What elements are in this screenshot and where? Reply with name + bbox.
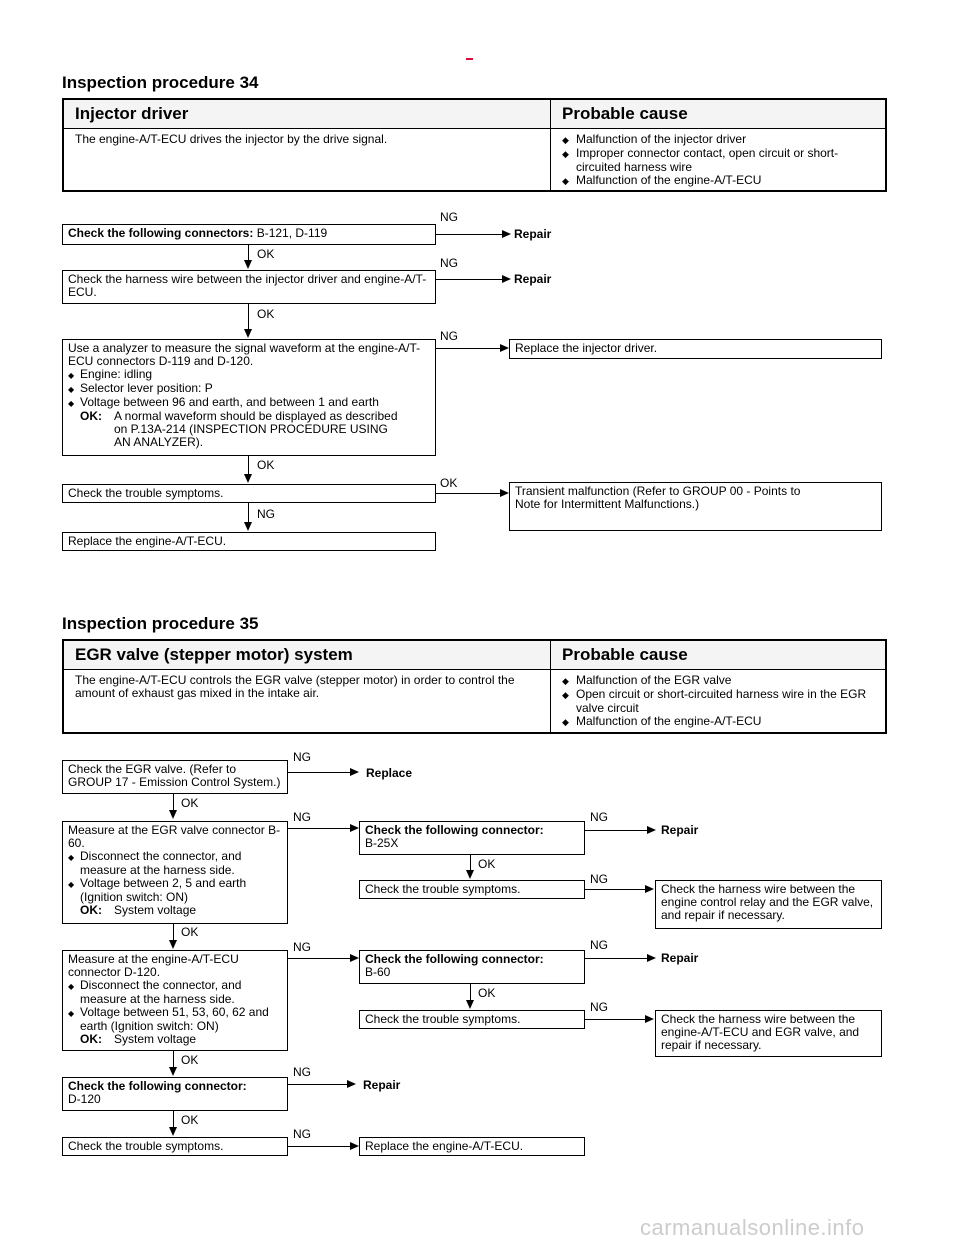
step-check-trouble-symptoms: Check the trouble symptoms. xyxy=(62,1137,288,1156)
step-check-trouble-symptoms: Check the trouble symptoms. xyxy=(359,1010,585,1029)
step-check-trouble-symptoms: Check the trouble symptoms. xyxy=(62,484,436,503)
result-check-harness-ecu-egr: Check the harness wire between the engine-A/T-ECU and EGR valve, and repair if necessary. xyxy=(655,1010,882,1057)
list-item: ◆ Disconnect the connector, and measure at the harness side. xyxy=(68,979,282,1006)
step-check-connector-b60: Check the following connector: B-60 xyxy=(359,950,585,984)
result-replace-injector-driver: Replace the injector driver. xyxy=(509,339,882,359)
list-item: ◆ Voltage between 96 and earth, and between 1 and earth xyxy=(68,396,430,410)
result-repair: Repair xyxy=(363,1078,401,1092)
result-transient-malfunction: Transient malfunction (Refer to GROUP 00 - Points to Note for Intermittent Malfunctions.) xyxy=(509,482,882,531)
step-measure-ecu-connector: Measure at the engine-A/T-ECU connector D-120. ◆ Disconnect the connector, and measure at the harness side. ◆ Voltage between 51, 53, 60, 62 and earth (Ignition switch: ON) OK: System voltage xyxy=(62,950,288,1051)
table-cause-list xyxy=(562,133,862,188)
step-check-trouble-symptoms: Check the trouble symptoms. xyxy=(359,880,585,899)
result-repair: Repair xyxy=(514,227,552,241)
result-repair: Repair xyxy=(514,272,552,286)
procedure-35-cause-table xyxy=(62,639,887,734)
list-item: ◆ Malfunction of the injector driver xyxy=(562,133,862,147)
list-item: ◆ Malfunction of the EGR valve xyxy=(562,674,872,688)
result-replace: Replace xyxy=(366,766,413,780)
result-repair: Repair xyxy=(661,951,699,965)
step-check-connector-d120: Check the following connector: D-120 xyxy=(62,1077,288,1111)
table-heading-cause: Probable cause xyxy=(562,104,688,123)
list-item: ◆ Malfunction of the engine-A/T-ECU xyxy=(562,715,872,729)
list-item: ◆ Improper connector contact, open circuit or short-circuited harness wire xyxy=(562,147,862,174)
step-check-connectors: Check the following connectors: B-121, D-119 xyxy=(62,224,436,245)
step-check-harness-wire: Check the harness wire between the injector driver and engine-A/T-ECU. xyxy=(62,270,436,304)
table-heading-system: EGR valve (stepper motor) system xyxy=(75,645,353,664)
list-item: ◆ Engine: idling xyxy=(68,368,430,382)
table-heading-cause: Probable cause xyxy=(562,645,688,664)
list-item: ◆ Disconnect the connector, and measure at the harness side. xyxy=(68,850,282,877)
step-measure-egr-connector: Measure at the EGR valve connector B-60. ◆ Disconnect the connector, and measure at the harness side. ◆ Voltage between 2, 5 and earth (Ignition switch: ON) OK: System voltage xyxy=(62,821,288,924)
list-item: ◆ Open circuit or short-circuited harness wire in the EGR valve circuit xyxy=(562,688,872,715)
procedure-34-cause-table xyxy=(62,98,887,192)
result-replace-ecu: Replace the engine-A/T-ECU. xyxy=(359,1137,585,1156)
list-item: ◆ Selector lever position: P xyxy=(68,382,430,396)
table-heading-system: Injector driver xyxy=(75,104,189,123)
step-measure-waveform: Use a analyzer to measure the signal waveform at the engine-A/T-ECU connectors D-119 and D-120. ◆ Engine: idling ◆ Selector lever position: P ◆ Voltage between 96 and earth, and between 1 and earth OK: A normal waveform should be displayed as described on P.13A-214 (INSPECTION PROCEDURE USING AN ANALYZER). xyxy=(62,339,436,456)
step-check-connector-b25x: Check the following connector: B-25X xyxy=(359,821,585,855)
table-description: The engine-A/T-ECU controls the EGR valve (stepper motor) in order to control the amount of exhaust gas mixed in the intake air. xyxy=(75,673,515,700)
step-check-egr-valve: Check the EGR valve. (Refer to GROUP 17 - Emission Control System.) xyxy=(62,760,288,794)
result-check-harness-relay-egr: Check the harness wire between the engine control relay and the EGR valve, and repair if necessary. xyxy=(655,880,882,929)
result-repair: Repair xyxy=(661,823,699,837)
procedure-35-title: Inspection procedure 35 xyxy=(62,614,259,633)
table-description: The engine-A/T-ECU drives the injector by the drive signal. xyxy=(75,132,388,146)
list-item: ◆ Voltage between 51, 53, 60, 62 and earth (Ignition switch: ON) xyxy=(68,1006,282,1033)
procedure-34-title: Inspection procedure 34 xyxy=(62,73,259,92)
list-item: ◆ Malfunction of the engine-A/T-ECU xyxy=(562,174,862,188)
watermark: carmanualsonline.info xyxy=(640,1215,865,1240)
table-cause-list xyxy=(562,674,872,729)
step-replace-ecu: Replace the engine-A/T-ECU. xyxy=(62,532,436,551)
page-marker xyxy=(466,58,473,60)
list-item: ◆ Voltage between 2, 5 and earth (Ignition switch: ON) xyxy=(68,877,282,904)
